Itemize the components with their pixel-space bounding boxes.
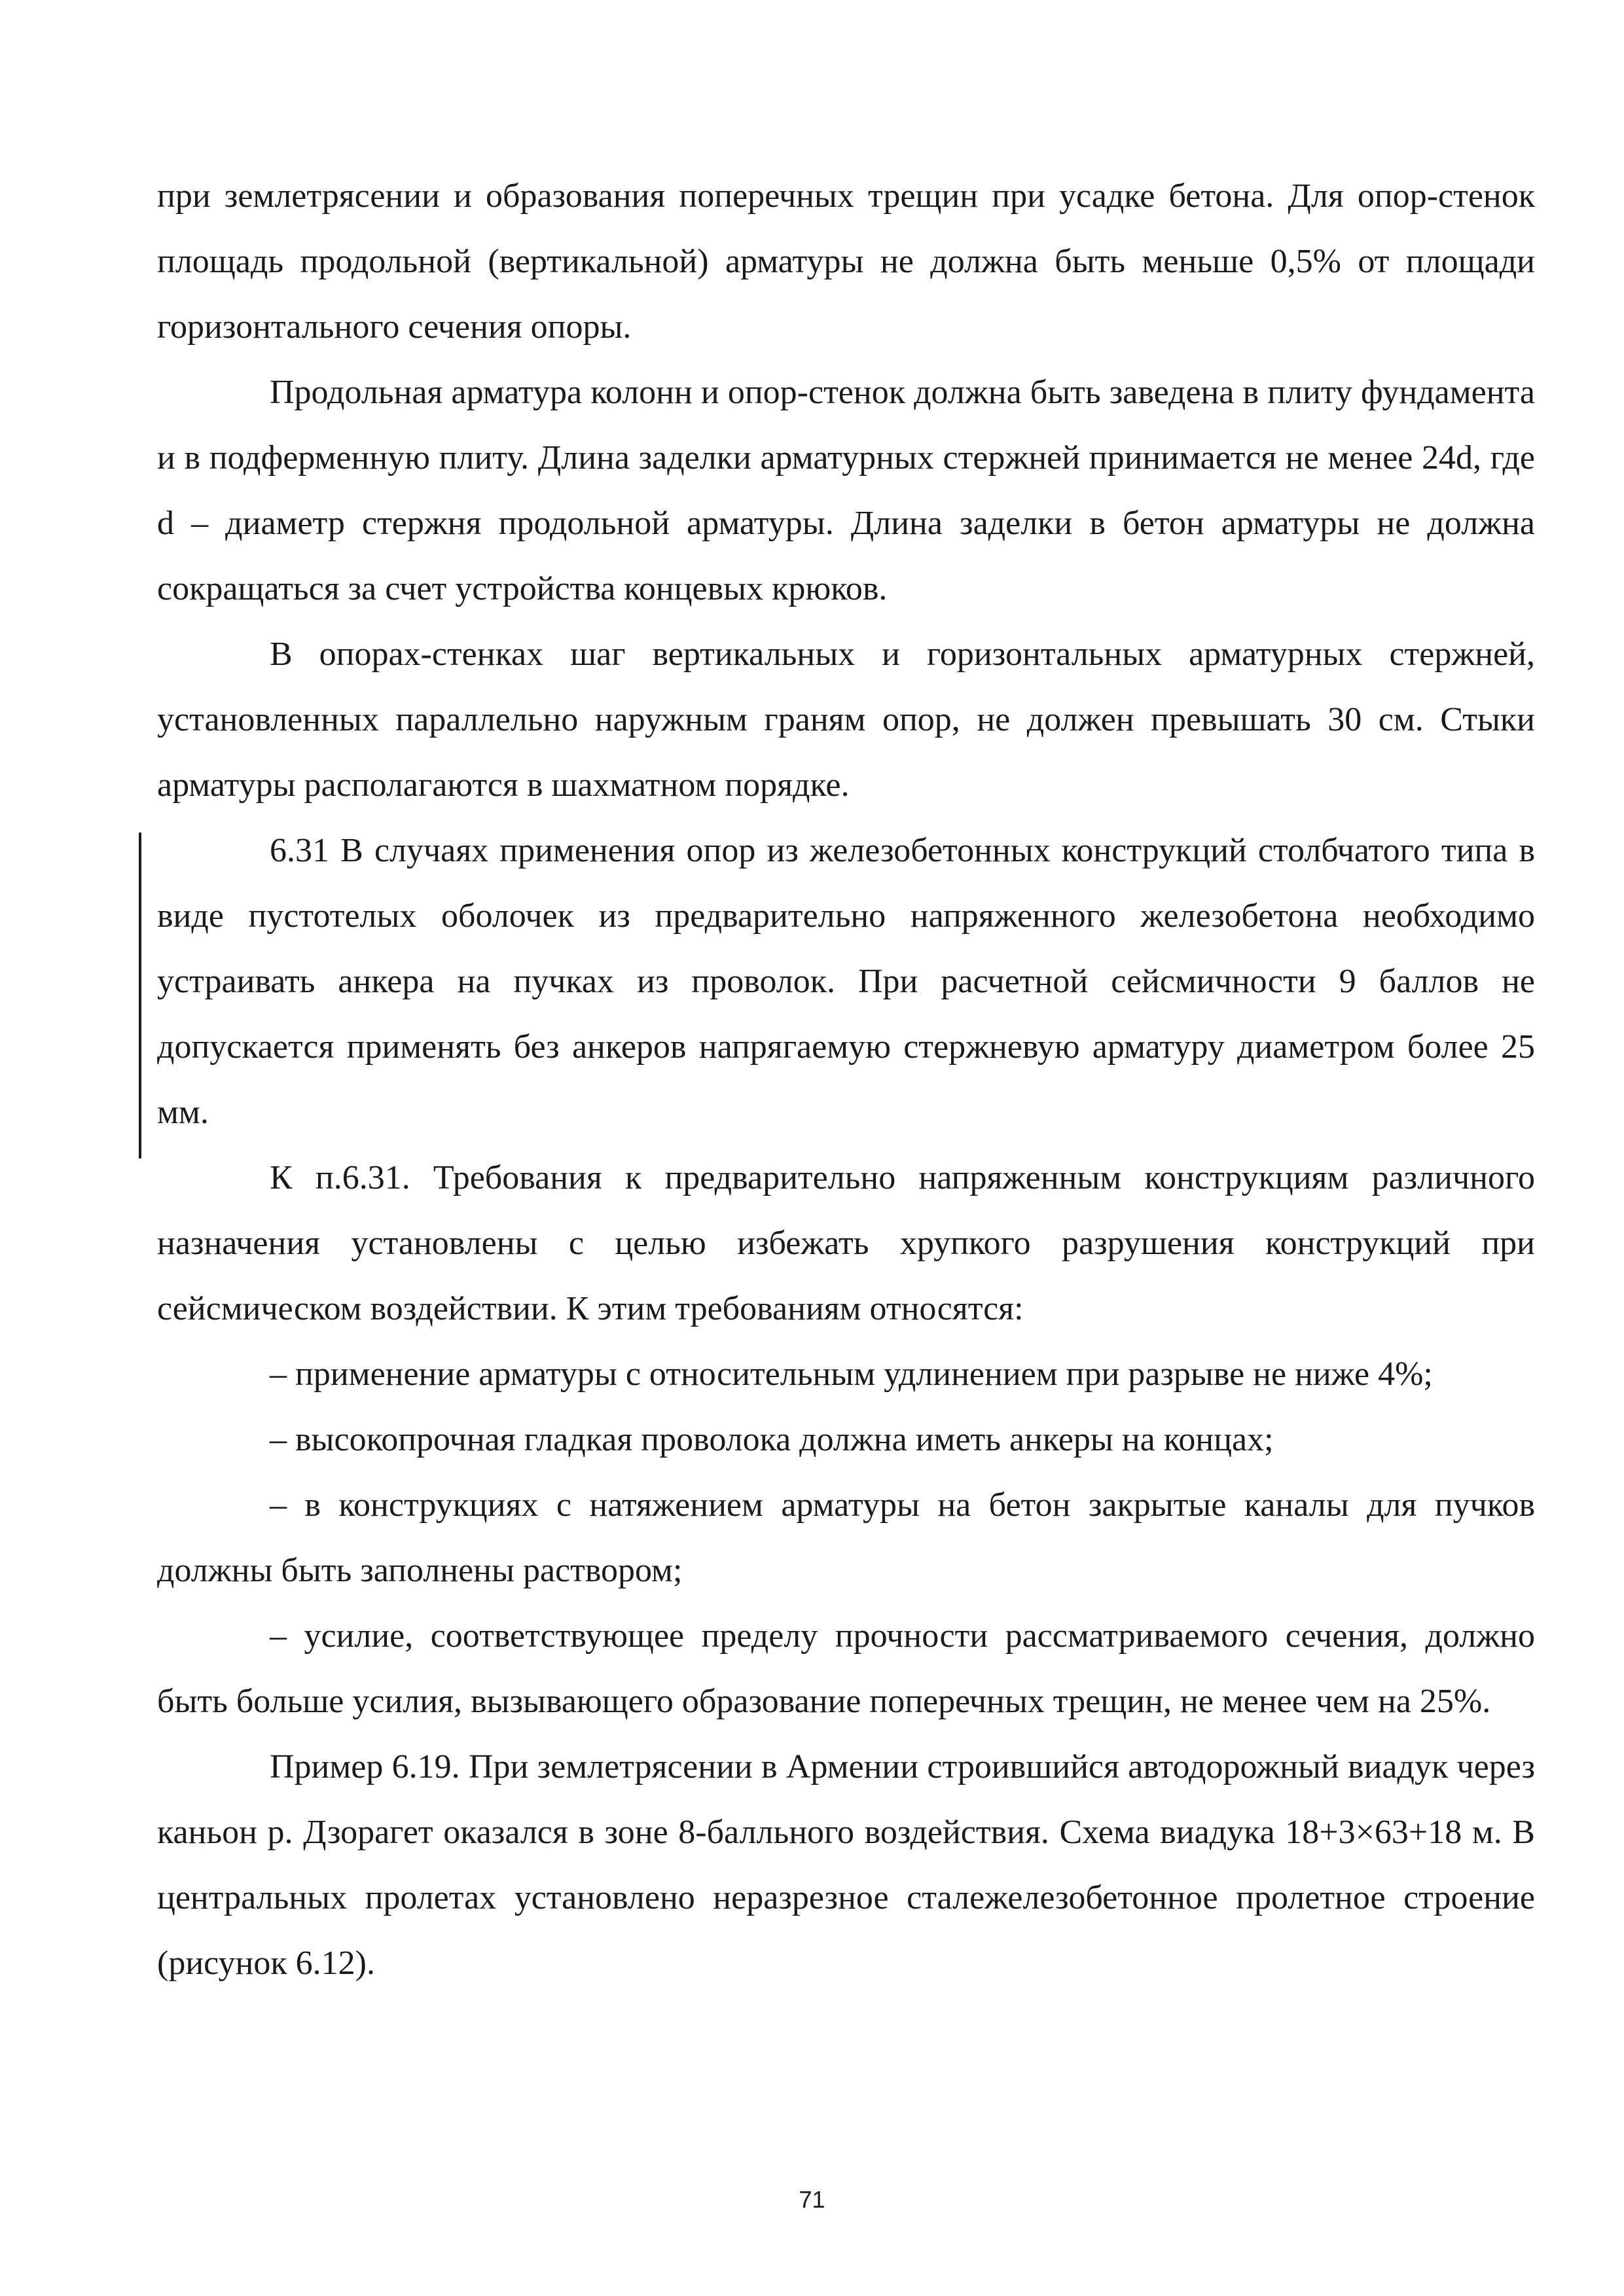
paragraph-clause-6-31: 6.31 В случаях применения опор из железобетонных конструкций столбчатого типа в виде пустотелых оболочек из предварительно напряженного железобетона необходимо устраивать анкера на пучках из проволок. При расчетной сейсмичности 9 баллов не допускается применять без анкеров напрягаемую стержневую арматуру диаметром более 25 мм. (157, 832, 1535, 1131)
revision-change-bar (139, 833, 141, 1158)
paragraph-bar-spacing: В опорах-стенках шаг вертикальных и горизонтальных арматурных стержней, установленных параллельно наружным граням опор, не должен превышать 30 см. Стыки арматуры располагаются в шахматном порядке. (157, 636, 1535, 804)
list-item-channels-grouted: – в конструкциях с натяжением арматуры на бетон закрытые каналы для пучков должны быть заполнены раствором; (157, 1486, 1535, 1589)
paragraph-longitudinal-reinforcement: Продольная арматура колонн и опор-стенок должна быть заведена в плиту фундамента и в подферменную плиту. Длина заделки арматурных стержней принимается не менее 24d, где d – диаметр стержня продольной арматуры. Длина заделки в бетон арматуры не должна сокращаться за счет устройства концевых крюков. (157, 374, 1535, 607)
paragraph-example-6-19: Пример 6.19. При землетрясении в Армении строившийся автодорожный виадук через каньон р. Дзорагет оказался в зоне 8-балльного воздействия. Схема виадука 18+3×63+18 м. В центральных пролетах установлено неразрезное сталежелезобетонное пролетное строение (рисунок 6.12). (157, 1748, 1535, 1982)
list-item-ultimate-force: – усилие, соответствующее пределу прочности рассматриваемого сечения, должно быть больше усилия, вызывающего образование поперечных трещин, не менее чем на 25%. (157, 1617, 1535, 1720)
page-number: 71 (799, 2186, 825, 2213)
list-item-elongation: – применение арматуры с относительным удлинением при разрыве не ниже 4%; (270, 1355, 1433, 1393)
list-item-wire-anchors: – высокопрочная гладкая проволока должна иметь анкеры на концах; (270, 1421, 1274, 1458)
paragraph-commentary-6-31: К п.6.31. Требования к предварительно напряженным конструкциям различного назначения установлены с целью избежать хрупкого разрушения конструкций при сейсмическом воздействии. К этим требованиям относятся: (157, 1159, 1535, 1327)
paragraph-continuation: при землетрясении и образования поперечных трещин при усадке бетона. Для опор-стенок площадь продольной (вертикальной) арматуры не должна быть меньше 0,5% от площади горизонтального сечения опоры. (157, 177, 1535, 346)
page-body (157, 164, 1535, 1996)
